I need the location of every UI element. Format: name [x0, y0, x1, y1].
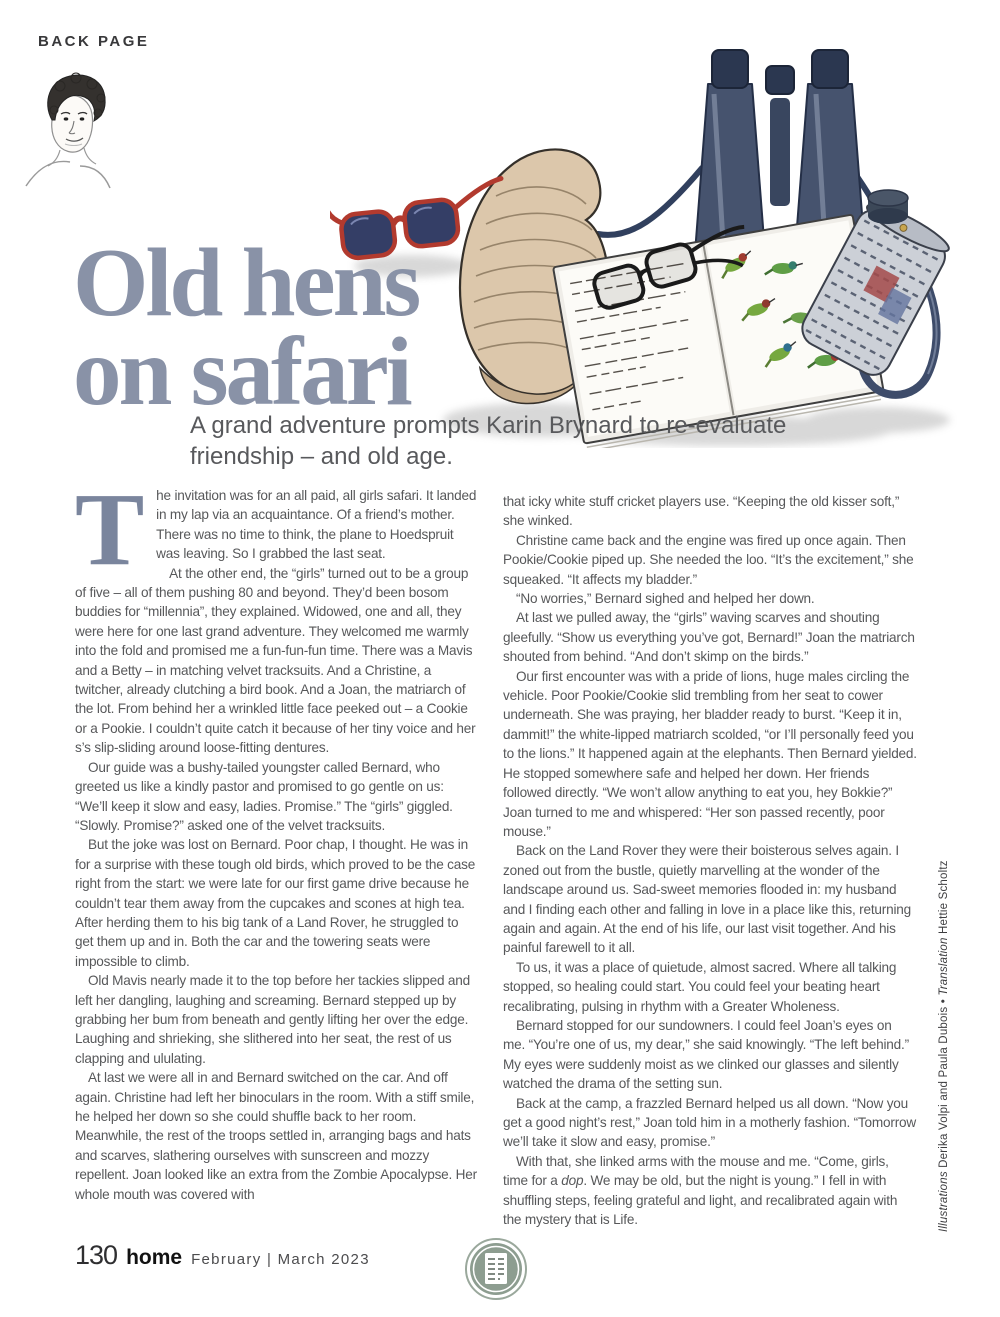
- article-paragraph: With that, she linked arms with the mouse and me. “Come, girls, time for a dop. We may be old, but the night is young.” I fell in with shuffling steps, feeling grateful and light, and recalibrated again with the mystery that is Life.: [503, 1153, 898, 1228]
- safari-gear-illustration: [330, 28, 1000, 448]
- article-paragraph: To us, it was a place of quietude, almost sacred. Where all talking stopped, so healing could start. You could feel your beating heart recalibrating, pulsing in rhythm with a Greater Wholeness.: [503, 959, 897, 1014]
- lens-cap: [868, 190, 908, 224]
- article-paragraph: that icky white stuff cricket players use. “Keeping the old kisser soft,” she winked.: [503, 494, 900, 529]
- article-column-right: [503, 492, 917, 1229]
- article-paragraph: Christine came back and the engine was fired up once again. Then Pookie/Cookie piped up. She needed the loo. “It’s the excitement,” she squeaked. “It affects my bladder.”: [503, 532, 914, 587]
- article-paragraph: At last we were all in and Bernard switched on the car. And off again. Christine had left her binoculars in the room. With a stiff smile, he helped her down so she could shuffle back to her room. Meanwhile, the rest of the troops settled in, arranging bags and hats and scarves, slathering ourselves with sunscreen and mozzy repellent. Joan looked like an extra from the Zombie Apocalypse. Her whole mouth was covered with: [75, 1070, 477, 1202]
- title-line-2: on safari: [73, 318, 410, 425]
- drop-cap: T: [75, 472, 145, 587]
- section-label: BACK PAGE: [38, 33, 150, 50]
- article-title: [73, 229, 419, 425]
- article-column-left: [75, 472, 477, 1204]
- article-paragraph: But the joke was lost on Bernard. Poor chap, I thought. He was in for a surprise with these tough old birds, which proved to be the case right from the start: we were late for our first game drive because he couldn’t tear them away from the cupcakes and scones at high tea. After herding them to his big tank of a Land Rover, he struggled to get them up and in. Both the car and the towering seats were impossible to climb.: [75, 837, 476, 969]
- portrait-shoulders: [26, 161, 110, 188]
- article-paragraph: At last we pulled away, the “girls” waving scarves and shouting gleefully. “Show us everything you’ve got, Bernard!” Joan the matriarch shouted from behind. “And don’t skimp on the birds.”: [503, 610, 915, 665]
- page-footer: [75, 1240, 370, 1271]
- article-paragraph: “No worries,” Bernard sighed and helped her down.: [516, 591, 815, 607]
- article-paragraph: Our guide was a bushy-tailed youngster called Bernard, who greeted us like a kindly pastor and promised to go gentle on us: “We’ll keep it slow and easy, ladies. Promise.” The “girls” giggled. “Slowly. Promise?” asked one of the velvet tracksuits.: [75, 759, 453, 833]
- article-subtitle: A grand adventure prompts Karin Brynard to re-evaluate friendship – and old age.: [190, 412, 787, 470]
- article-paragraph: Back at the camp, a frazzled Bernard helped us all down. “Now you get a good night’s rest,” Joan told him in a motherly fashion. “Tomorrow we’ll take it slow and easy, promise.”: [503, 1095, 917, 1150]
- article-paragraph: Back on the Land Rover they were their boisterous selves again. I zoned out from the bustle, quietly marvelling at the wonder of the landscape around us. Sad-sweet memories flooded in: my husband and I finding each other and falling in love in a place like this, returning again and again. At the end of his life, our last visit together. And his painful farewell to it all.: [503, 843, 911, 956]
- article-paragraph: At the other end, the “girls” turned out to be a group of five – all of them pushing 80 and beyond. They’d been bosom buddies for “millennia”, they explained. Widowed, one and all, they were here for one last grand adventure. They welcomed me warmly into the fold and promised me a fun-fun-fun time. There was a Mavis and a Betty – in matching velvet tracksuits. And a Christine, a twitcher, already clutching a bird book. And a Joan, the matriarch of the lot. From behind her a wrinkled little face peeked out – a Cookie or a Pookie. I couldn’t quite catch it because of her tiny voice and her s’s slip-sliding around loose-fitting dentures.: [75, 565, 476, 756]
- article-paragraph: Old Mavis nearly made it to the top before her tackies slipped and left her dangling, laughing and screaming. Bernard stepped up by grabbing her bum from beneath and gently lifting her over the edge. Laughing and shrieking, she slithered into her seat, the rest of us clapping and ululating.: [75, 973, 470, 1066]
- page-number: 130: [75, 1240, 118, 1270]
- article-paragraph: Bernard stopped for our sundowners. I could feel Joan’s eyes on me. “You’re one of us, my dear,” she said knowingly. “The left behind.” My eyes were suddenly moist as we clinked our glasses and silently watched the drama of the setting sun.: [503, 1017, 909, 1092]
- issue-date: February | March 2023: [191, 1251, 370, 1268]
- magazine-name: home: [126, 1246, 183, 1269]
- credits-vertical-text: Illustrations Derika Volpi and Paula Dubois • Translation Hettie Scholtz: [938, 860, 950, 1232]
- article-paragraph: The invitation was for an all paid, all girls safari. It landed in my lap via an acquaintance. Of a friend’s mother. There was no time to think, the plane to Hoedspruit was leaving. So I grabbed the last seat.: [75, 472, 477, 587]
- article-paragraph: Our first encounter was with a pride of lions, huge males circling the vehicle. Poor Pookie/Cookie slid trembling from her seat to cower underneath. She was praying, her bladder ready to burst. “Keep it in, dammit!” the white-lipped matriarch scolded, “or I’ll personally feed you to the lions.” It happened again at the elephants. Then Bernard yielded. He stopped somewhere safe and helped her down. Her friends followed directly. “We won’t allow anything to eat you, hey Bokkie?” Joan turned to me and whispered: “Her son passed recently, poor mouse.”: [503, 668, 917, 839]
- magazine-logo-icon: [464, 1237, 528, 1301]
- author-portrait-sketch: [20, 66, 130, 191]
- title-line-1: Old hens: [73, 229, 419, 336]
